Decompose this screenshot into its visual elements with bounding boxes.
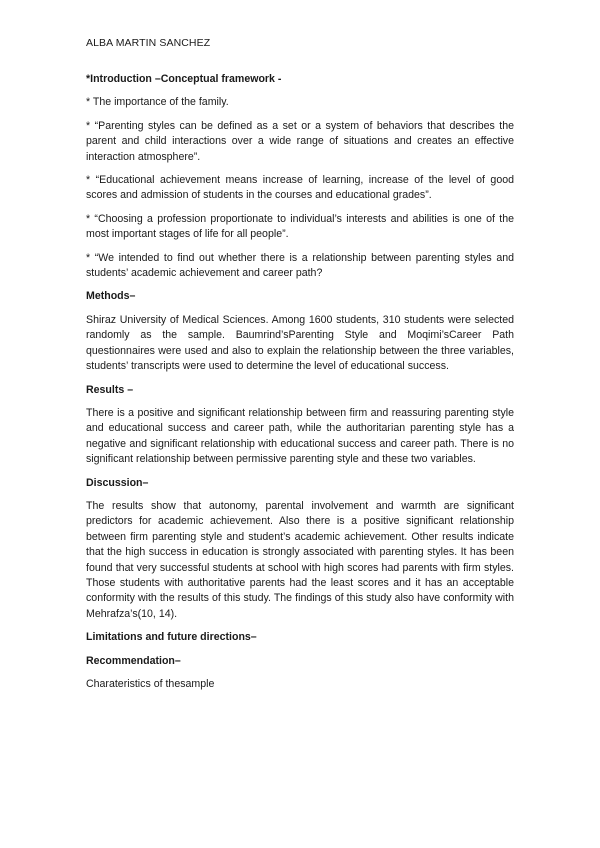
discussion-heading: Discussion– — [86, 476, 149, 489]
sample-characteristics-text: Charateristics of thesample — [86, 678, 215, 690]
recommendation-heading: Recommendation– — [86, 654, 181, 667]
document-body — [86, 72, 514, 700]
introduction-bullet-educational-achievement: * “Educational achievement means increase of learning, increase of the level of good scores and admission of students in the courses and educational grades”. — [86, 174, 514, 202]
introduction-bullet-family: * The importance of the family. — [86, 96, 229, 109]
page-header-author: ALBA MARTIN SANCHEZ — [86, 37, 211, 49]
introduction-bullet-research-question: * “We intended to find out whether there is a relationship between parenting styles and students’ academic achievement and career path? — [86, 251, 514, 280]
methods-paragraph: Shiraz University of Medical Sciences. Among 1600 students, 310 students were selected randomly as the sample. Baumrind’sParenting Style and Moqimi’sCareer Path questionnaires were used and also to explain the relationship between the three variables, students’ transcripts were used to determine the level of educational success. — [86, 313, 514, 373]
introduction-heading: *Introduction –Conceptual framework - — [86, 73, 282, 85]
introduction-bullet-parenting-styles: * “Parenting styles can be defined as a set or a system of behaviors that describes the parent and child interactions over a wide range of situations and creates an effective interaction atmosphere”. — [86, 119, 514, 163]
methods-heading: Methods– — [86, 290, 136, 303]
results-heading: Results – — [86, 383, 134, 396]
results-paragraph: There is a positive and significant relationship between firm and reassuring parenting style and educational success and career path, while the authoritarian parenting style has a negative and significant relationship with educational success and career path. There is no significant relationship between permissive parenting style and these two variables. — [86, 406, 514, 466]
limitations-heading: Limitations and future directions– — [86, 631, 257, 644]
discussion-paragraph: The results show that autonomy, parental involvement and warmth are significant predictors for academic achievement. Also there is a positive significant relationship between firm parenting style and student’s academic achievement. Other results indicate that the high success in education is strongly associated with parenting styles. It has been found that very successful students at school with high scores had parents with firm styles. Those students with authoritative parents had the least scores and it has an acceptable conformity with the results of this study. The findings of this study also have conformity with Mehrafza’s(10, 14). — [86, 499, 514, 620]
introduction-bullet-profession: * “Choosing a profession proportionate to individual’s interests and abilities is one of the most important stages of life for all people”. — [86, 212, 514, 241]
